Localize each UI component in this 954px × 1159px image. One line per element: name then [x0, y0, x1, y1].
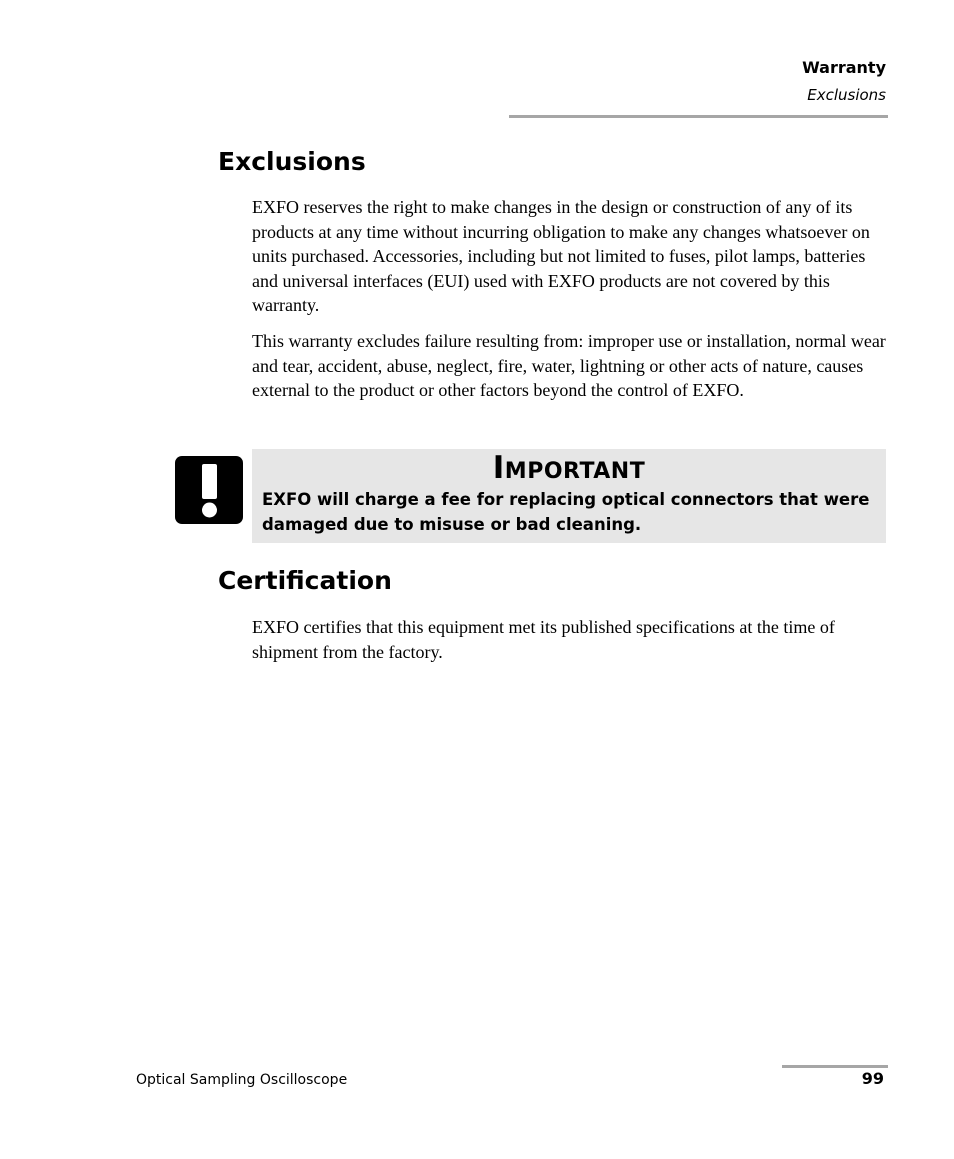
- footer-divider: [782, 1065, 888, 1068]
- footer-product-name: Optical Sampling Oscilloscope: [136, 1072, 348, 1088]
- exclusions-heading: Exclusions: [218, 147, 366, 176]
- important-title: Important: [492, 450, 646, 486]
- certification-paragraph: EXFO certifies that this equipment met its published specifications at the time of shipment from the factory.: [252, 617, 835, 662]
- header-divider: [509, 115, 888, 118]
- page-number: 99: [861, 1069, 884, 1088]
- certification-heading: Certification: [218, 566, 392, 595]
- important-notice: [252, 449, 886, 543]
- exclamation-icon: [175, 456, 243, 524]
- exclusions-paragraph-1: EXFO reserves the right to make changes in the design or construction of any of its products at any time without incurring obligation to make any changes whatsoever on units purchased. Accessories, including but not limited to fuses, pilot lamps, batteries and universal interfaces (EUI) used with EXFO products are not covered by this warranty.: [252, 197, 870, 315]
- exclusions-paragraph-2: This warranty excludes failure resulting from: improper use or installation, normal wear and tear, accident, abuse, neglect, fire, water, lightning or other acts of nature, causes external to the product or other factors beyond the control of EXFO.: [252, 331, 886, 400]
- important-text: EXFO will charge a fee for replacing optical connectors that were damaged due to misuse or bad cleaning.: [262, 490, 870, 534]
- header-section: Exclusions: [807, 86, 886, 104]
- running-header: [802, 58, 886, 106]
- header-chapter: Warranty: [802, 58, 886, 77]
